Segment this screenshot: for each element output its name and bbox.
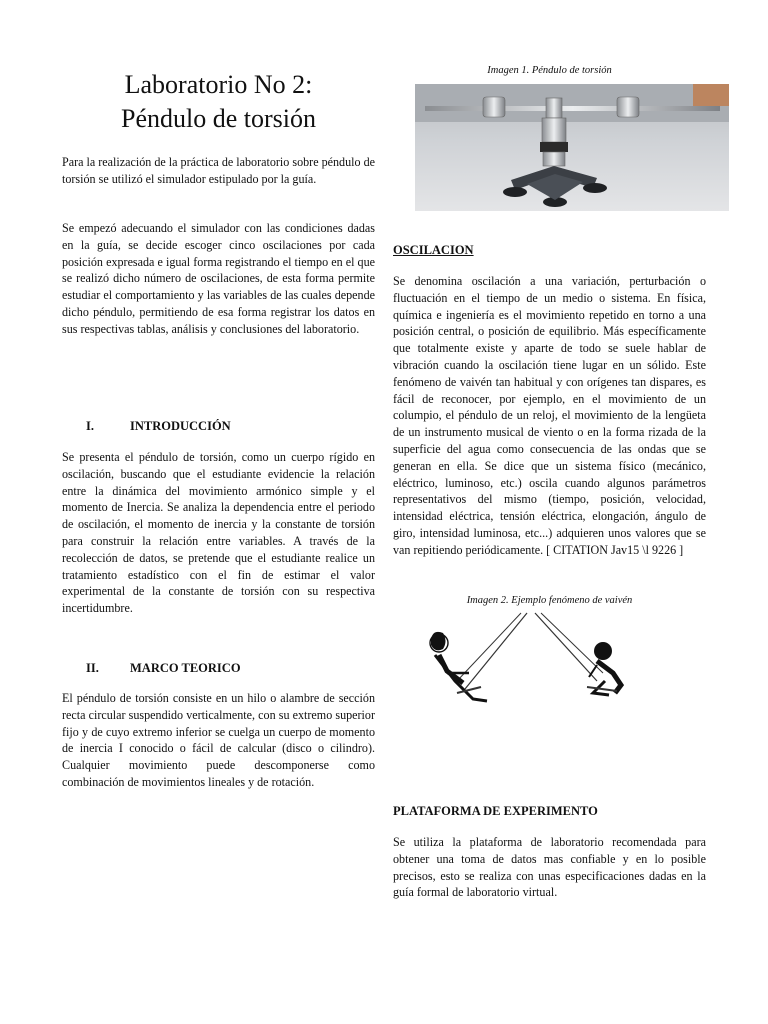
title-line-2: Péndulo de torsión bbox=[121, 104, 316, 133]
plataforma-paragraph: Se utiliza la plataforma de laboratorio recomendada para obtener una toma de datos mas confiable y en lo posible precisos, esto se realiza con unas especificaciones dadas en la guía formal de laboratorio virtual. bbox=[393, 835, 706, 900]
title-line-1: Laboratorio No 2: bbox=[124, 70, 313, 99]
intro-paragraph-1: Para la realización de la práctica de laboratorio sobre péndulo de torsión se utilizó el simulador estipulado por la guía. bbox=[62, 155, 375, 186]
plataforma-heading: PLATAFORMA DE EXPERIMENTO bbox=[393, 804, 598, 818]
section-heading-introduccion bbox=[62, 419, 231, 434]
section-title: INTRODUCCIÓN bbox=[130, 419, 231, 433]
oscilacion-heading-text: OSCILACION bbox=[393, 243, 474, 257]
marco-teorico-paragraph: El péndulo de torsión consiste en un hilo o alambre de sección recta circular suspendido verticalmente, con su extremo superior fijo y de cuyo extremo inferior se cuelga un cuerpo de momento de inercia I conocido o fácil de calcular (disco o cilindro). Cualquier movimiento puede descomponerse como combinación de movimientos lineales y de rotación. bbox=[62, 691, 375, 789]
swing-illustration bbox=[417, 611, 657, 721]
section-heading-marco-teorico bbox=[62, 661, 241, 676]
section-number: II. bbox=[86, 661, 99, 675]
section-title: MARCO TEORICO bbox=[130, 661, 241, 675]
introduccion-paragraph: Se presenta el péndulo de torsión, como un cuerpo rígido en oscilación, buscando que el estudiante evidencie la relación entre la dinámica del movimiento armónico simple y el momento de Inercia. Se analiza la dependencia entre el periodo de oscilación, el momento de inercia y la constante de torsión para construir la relación entre variables. A través de la recolección de datos, se pretende que el estudiante realice un tratamiento estadístico con el fin de estimar el valor experimental de la constante de torsión con su respectiva incertidumbre. bbox=[62, 450, 375, 616]
torsion-pendulum-photo bbox=[415, 84, 729, 211]
figure-2-caption: Imagen 2. Ejemplo fenómeno de vaivén bbox=[466, 595, 633, 606]
section-number: I. bbox=[86, 419, 94, 433]
figure-1-caption: Imagen 1. Péndulo de torsión bbox=[487, 65, 612, 76]
page-title bbox=[62, 68, 375, 136]
oscilacion-paragraph: Se denomina oscilación a una variación, perturbación o fluctuación en el tiempo de un medio o sistema. En física, química e ingeniería es el movimiento repetido en torno a una posición central, o posición de equilibrio. Más específicamente que totalmente existe y aparte de todo se suele hablar de vibración cuando la oscilación tiene lugar en un sólido. Este fenómeno de vaivén tan habitual y con orígenes tan dispares, es fácil de reconocer, por ejemplo, en el movimiento de un columpio, el péndulo de un reloj, el movimiento de la lengüeta de un instrumento musical de viento o en la forma rizada de la superficie del agua como consecuencia de las ondas que se generan en ella. Se dice que un sistema físico (mecánico, eléctrico, luminoso, etc.) oscila cuando algunos parámetros representativos del mismo (tiempo, posición, velocidad, intensidad eléctrica, tensión eléctrica, elongación, ángulo de giro, intensidad luminosa, etc...) adquieren unos valores que se van repitiendo periódicamente. [ CITATION Jav15 \l 9226 ] bbox=[393, 274, 706, 557]
oscilacion-heading bbox=[393, 243, 474, 258]
intro-paragraph-2: Se empezó adecuando el simulador con las condiciones dadas en la guía, se decide escoger cinco oscilaciones por cada posición expresada e igual forma registrando el tiempo en el que se realizó dicho número de oscilaciones, de esta forma permite estudiar el comportamiento y las variables de las cuales depende dicho péndulo, permitiendo de esa forma registrar los datos en sus respectivas tablas, análisis y conclusiones del laboratorio. bbox=[62, 221, 375, 336]
